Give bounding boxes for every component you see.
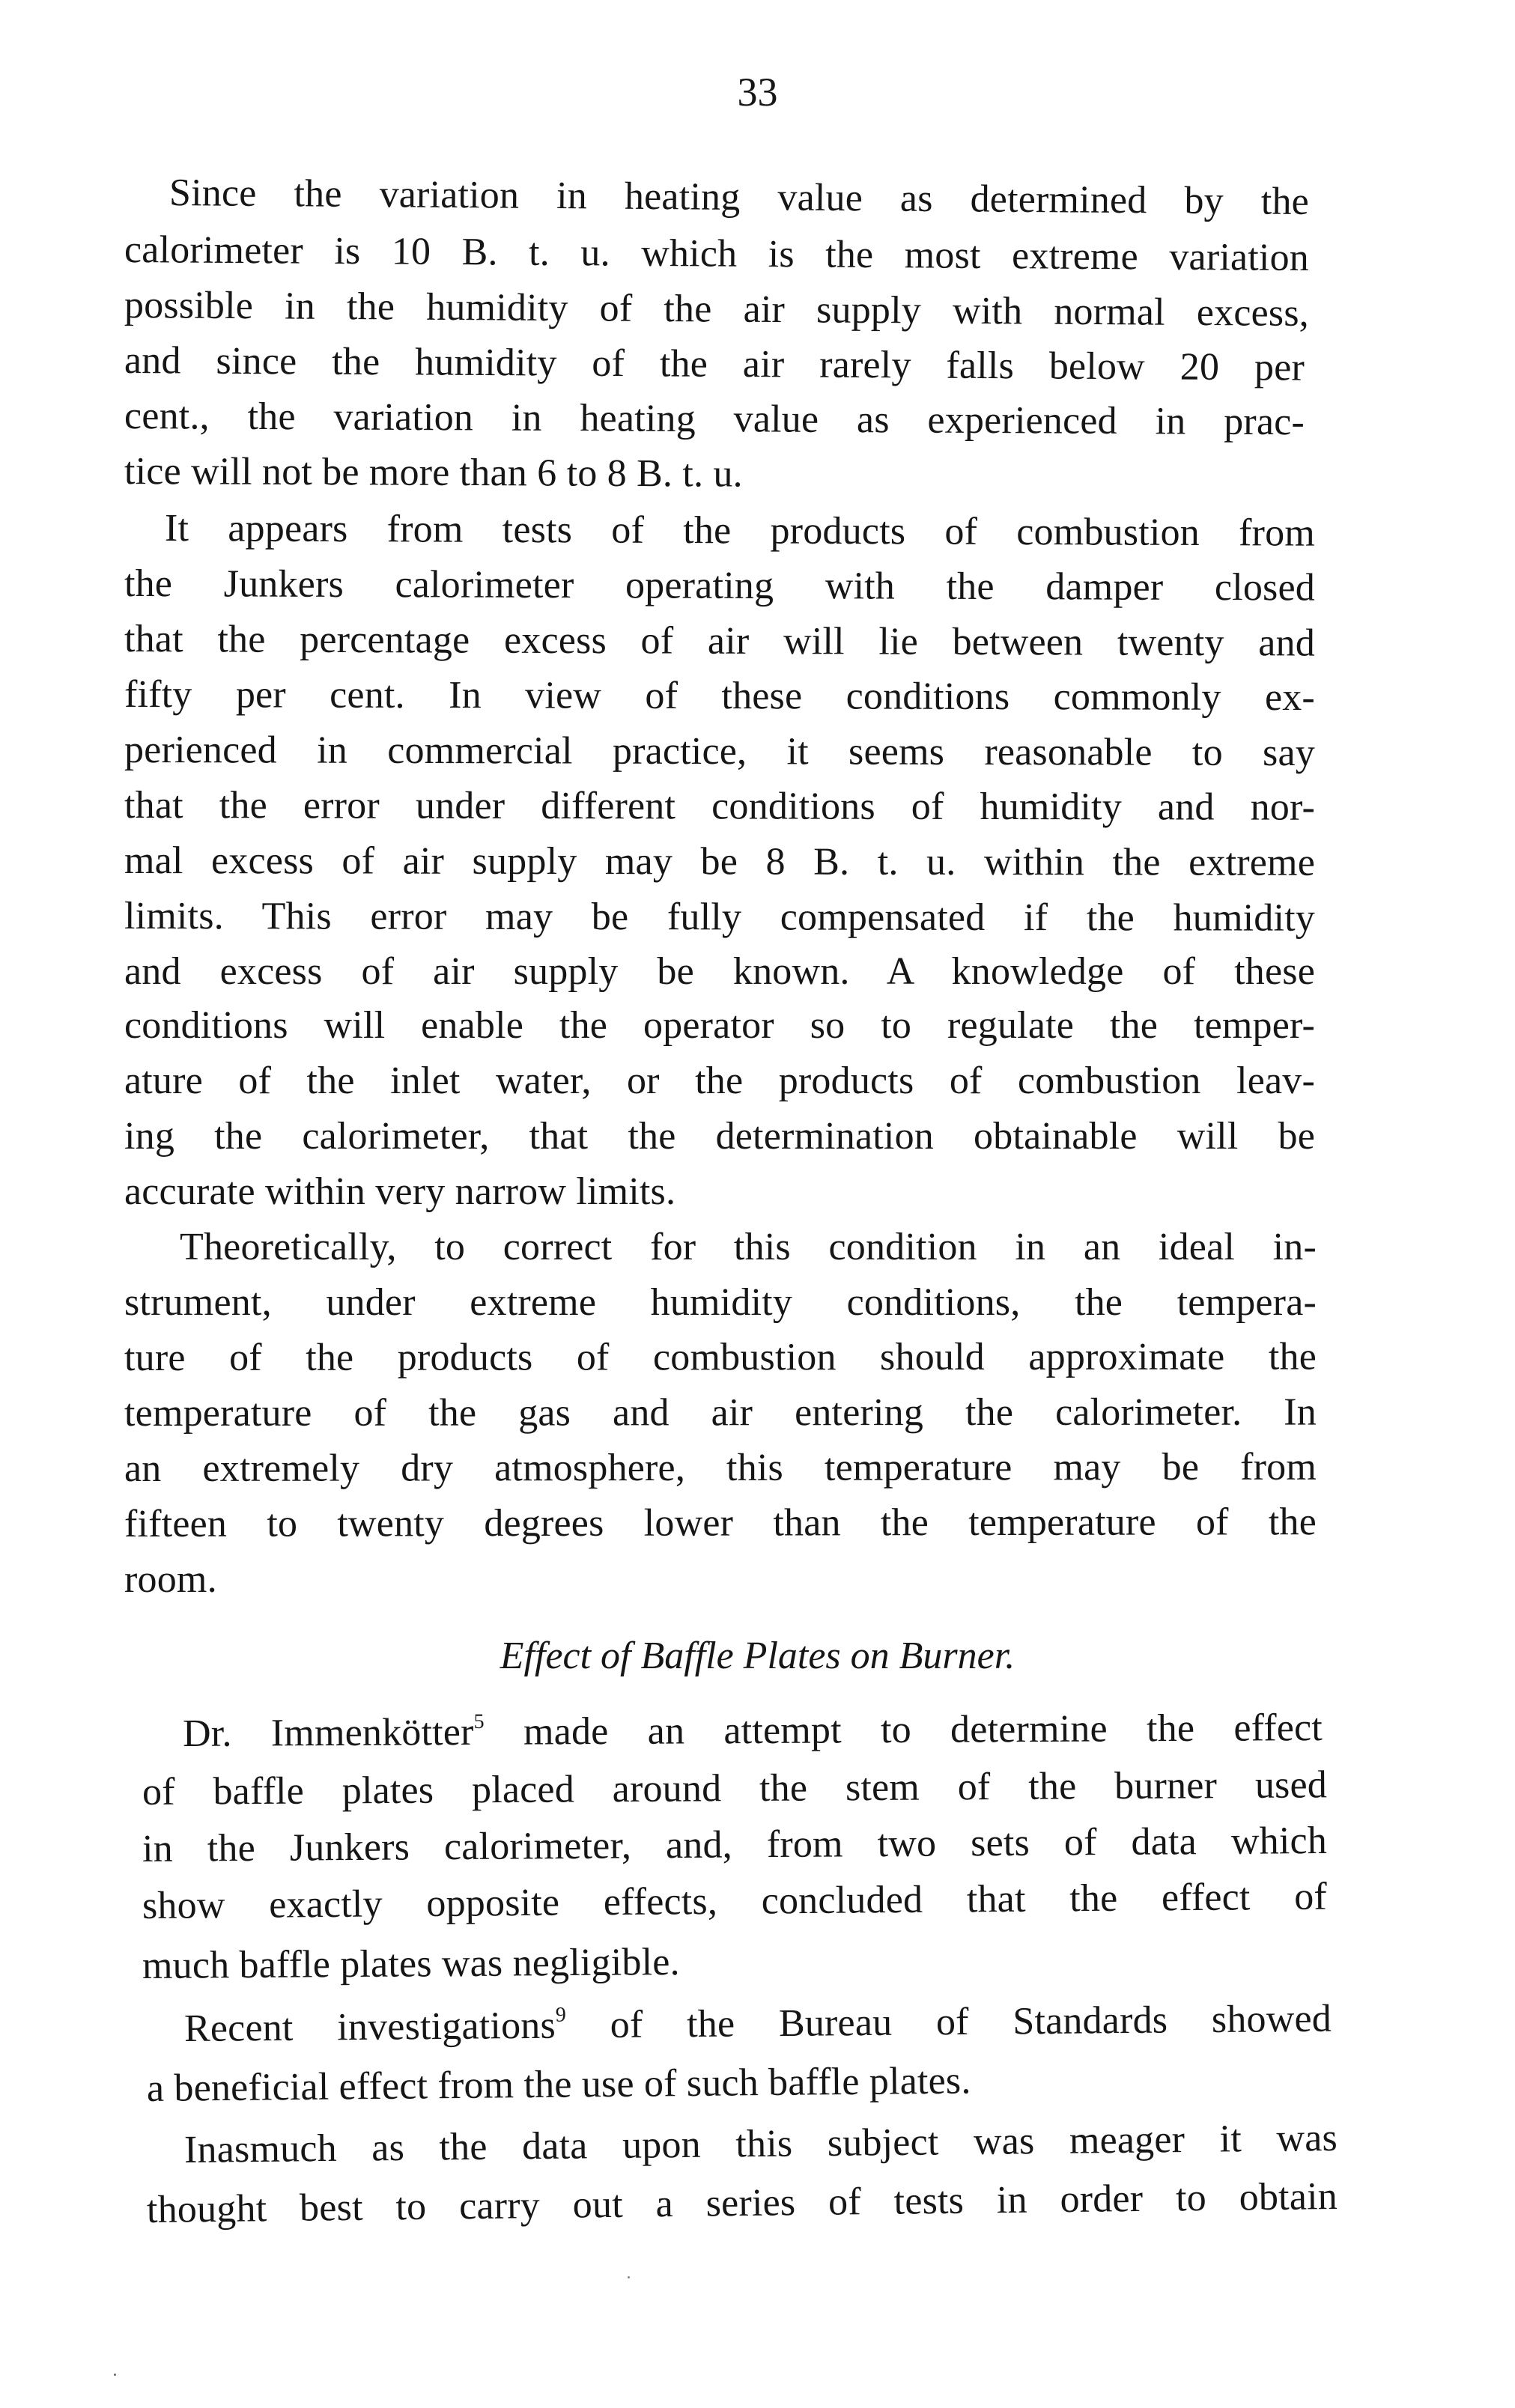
text-line: tice will not be more than 6 to 8 B. t. u. bbox=[124, 450, 743, 496]
section-heading: Effect of Baffle Plates on Burner. bbox=[500, 1635, 1015, 1677]
text-line: a beneficial effect from the use of such baffle plates. bbox=[146, 2059, 971, 2110]
text-line: It appears from tests of the products of combustion from bbox=[164, 507, 1316, 555]
text-line: room. bbox=[124, 1558, 217, 1601]
text-run: Dr. Immenkötter bbox=[182, 1710, 474, 1755]
footnote-marker: 5 bbox=[473, 1709, 485, 1733]
text-line: cent., the variation in heating value as experienced in prac- bbox=[124, 395, 1305, 444]
text-line: Since the variation in heating value as determined by the bbox=[168, 171, 1310, 223]
text-line: much baffle plates was negligible. bbox=[142, 1940, 680, 1987]
text-line: perienced in commercial practice, it seems reasonable to say bbox=[124, 729, 1316, 775]
text-line: fifteen to twenty degrees lower than the temperature of the bbox=[124, 1501, 1317, 1545]
text-line: ature of the inlet water, or the products of combustion leav- bbox=[124, 1059, 1315, 1102]
text-line: accurate within very narrow limits. bbox=[124, 1170, 676, 1213]
text-line: conditions will enable the operator so to regulate the temper- bbox=[124, 1004, 1315, 1047]
text-line: Inasmuch as the data upon this subject was meager it was bbox=[183, 2116, 1338, 2171]
text-line: in the Junkers calorimeter, and, from two sets of data which bbox=[142, 1819, 1328, 1870]
text-line: thought best to carry out a series of tests in order to obtain bbox=[146, 2174, 1338, 2231]
scan-speck bbox=[114, 2374, 116, 2376]
text-line: ture of the products of combustion should approximate the bbox=[124, 1335, 1317, 1379]
text-line: strument, under extreme humidity conditions, the tempera- bbox=[124, 1281, 1317, 1324]
text-run: Recent investigations bbox=[183, 2004, 556, 2050]
text-line: calorimeter is 10 B. t. u. which is the most extreme variation bbox=[124, 228, 1310, 280]
text-line: mal excess of air supply may be 8 B. t. u. within the extreme bbox=[124, 839, 1316, 884]
text-line: temperature of the gas and air entering the calorimeter. In bbox=[124, 1390, 1317, 1435]
text-run: of the Bureau of Standards showed bbox=[565, 1997, 1332, 2047]
text-line: Theoretically, to correct for this condition in an ideal in- bbox=[180, 1226, 1317, 1268]
text-line: that the percentage excess of air will lie between twenty and bbox=[124, 618, 1316, 665]
page-number: 33 bbox=[737, 70, 778, 115]
text-line: and excess of air supply be known. A knowledge of these bbox=[124, 950, 1315, 993]
text-line: an extremely dry atmosphere, this temperature may be from bbox=[124, 1445, 1317, 1490]
text-line: show exactly opposite effects, concluded that the effect of bbox=[142, 1875, 1328, 1927]
text-line bbox=[183, 1997, 1332, 2050]
scan-speck bbox=[628, 2276, 630, 2278]
text-line: the Junkers calorimeter operating with the damper closed bbox=[124, 562, 1316, 609]
text-line: ing the calorimeter, that the determination obtainable will be bbox=[124, 1115, 1315, 1158]
text-run: made an attempt to determine the effect bbox=[484, 1706, 1323, 1754]
text-line: of baffle plates placed around the stem of the burner used bbox=[142, 1763, 1328, 1813]
text-line bbox=[182, 1706, 1323, 1755]
text-line: that the error under different conditions of humidity and nor- bbox=[124, 784, 1316, 829]
text-line: limits. This error may be fully compensated if the humidity bbox=[124, 895, 1316, 940]
text-line: possible in the humidity of the air supply with normal excess, bbox=[124, 284, 1310, 335]
text-line: and since the humidity of the air rarely falls below 20 per bbox=[124, 339, 1305, 389]
text-line: fifty per cent. In view of these conditions commonly ex- bbox=[124, 673, 1316, 720]
footnote-marker: 9 bbox=[555, 2003, 567, 2027]
